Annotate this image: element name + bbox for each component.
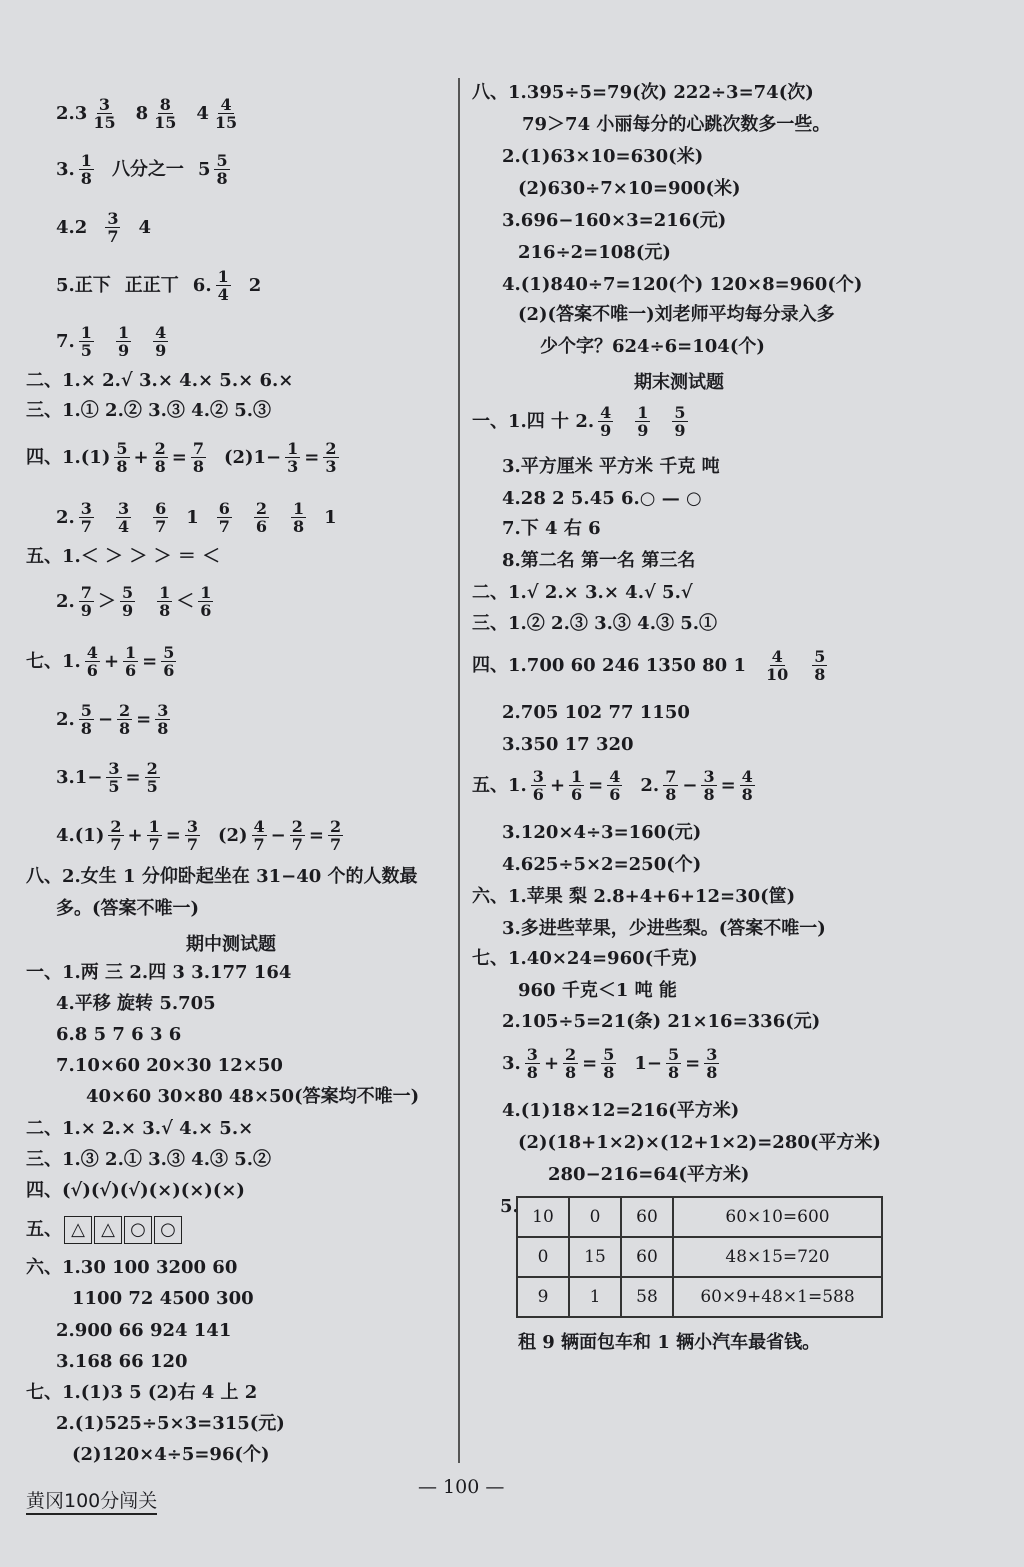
fraction: $\frac{5}{8}$ bbox=[603, 1045, 615, 1082]
fraction: $\frac{1}{9}$ bbox=[117, 323, 130, 360]
answer-line: 四、(√)(√)(√)(×)(×)(×) bbox=[26, 1180, 245, 1201]
fraction: $\frac{4}{10}$ bbox=[766, 647, 789, 684]
fraction: $\frac{3}{8}$ bbox=[526, 1045, 538, 1082]
fraction: $\frac{1}{8}$ bbox=[80, 151, 92, 188]
answer-line: 3.168 66 120 bbox=[56, 1351, 188, 1372]
table-cell: 60 bbox=[621, 1237, 673, 1277]
table-cell: 60×10=600 bbox=[673, 1197, 882, 1237]
answer-line: 4.(1)840÷7=120(个) 120×8=960(个) bbox=[502, 274, 863, 295]
fraction: $\frac{6}{7}$ bbox=[155, 499, 167, 536]
table-cell: 58 bbox=[621, 1277, 673, 1317]
table-cell: 9 bbox=[517, 1277, 569, 1317]
table-cell: 0 bbox=[517, 1237, 569, 1277]
fraction: $\frac{2}{8}$ bbox=[565, 1045, 577, 1082]
answer-line: 3.350 17 320 bbox=[502, 734, 634, 755]
fraction: $\frac{2}{5}$ bbox=[146, 759, 158, 796]
fraction: $\frac{5}{8}$ bbox=[216, 151, 228, 188]
fraction: $\frac{4}{15}$ bbox=[214, 95, 238, 132]
fraction: $\frac{3}{8}$ bbox=[157, 701, 169, 738]
fraction: $\frac{7}{9}$ bbox=[80, 583, 92, 620]
answer-line: 七、1.(1)3 5 (2)右 4 上 2 bbox=[26, 1382, 258, 1403]
answer-line: 4.(1) $\frac{2}{7}$ + $\frac{1}{7}$ = $\frac{3}{7}$ (2) $\frac{4}{7}$ − $\frac{2}{7}$ = $\frac{2}{7}$ bbox=[56, 817, 342, 854]
fraction: $\frac{1}{6}$ bbox=[571, 767, 583, 804]
answer-line: 一、1.四 十 2. $\frac{4}{9}$ $\frac{1}{9}$ $\frac{5}{9}$ bbox=[472, 403, 686, 440]
fraction: $\frac{5}{9}$ bbox=[674, 403, 686, 440]
fraction: $\frac{3}{15}$ bbox=[93, 95, 116, 132]
answer-line: 40×60 30×80 48×50(答案均不唯一) bbox=[86, 1086, 420, 1107]
fraction: $\frac{2}{7}$ bbox=[291, 817, 303, 854]
answer-line: (2)(18+1×2)×(12+1×2)=280(平方米) bbox=[518, 1132, 881, 1153]
answer-line: 六、1.30 100 3200 60 bbox=[26, 1257, 238, 1278]
fraction: $\frac{1}{6}$ bbox=[200, 583, 212, 620]
answer-line: 2. $\frac{5}{8}$ − $\frac{2}{8}$ = $\frac{3}{8}$ bbox=[56, 701, 169, 738]
fraction: $\frac{2}{8}$ bbox=[154, 439, 166, 476]
answer-line: 3.1− $\frac{3}{5}$ = $\frac{2}{5}$ bbox=[56, 759, 158, 796]
fraction: $\frac{2}{8}$ bbox=[119, 701, 131, 738]
answer-line: (2)120×4÷5=96(个) bbox=[72, 1444, 270, 1465]
answer-line-shapes: 五、 △ △ ○ ○ bbox=[26, 1216, 184, 1244]
answer-line: 8.第二名 第一名 第三名 bbox=[502, 550, 696, 571]
answer-line: 3. $\frac{3}{8}$ + $\frac{2}{8}$ = $\frac{5}{8}$ 1− $\frac{5}{8}$ = $\frac{3}{8}$ bbox=[502, 1045, 718, 1082]
fraction: $\frac{3}{5}$ bbox=[108, 759, 120, 796]
fraction: $\frac{5}{8}$ bbox=[116, 439, 128, 476]
table-cell: 1 bbox=[569, 1277, 621, 1317]
fraction: $\frac{1}{6}$ bbox=[125, 643, 137, 680]
answer-line: (2)630÷7×10=900(米) bbox=[518, 178, 741, 199]
fraction: $\frac{1}{4}$ bbox=[217, 267, 229, 304]
circle-box: ○ bbox=[124, 1216, 152, 1244]
answer-line: 5.正下 正正丅 6. $\frac{1}{4}$ 2 bbox=[56, 267, 262, 304]
book-title: 黄冈100分闯关 bbox=[26, 1486, 157, 1515]
answer-line: 2. $\frac{3}{7}$ $\frac{3}{4}$ $\frac{6}{7}$ 1 $\frac{6}{7}$ $\frac{2}{6}$ $\frac{1}{8}$ 1 bbox=[56, 499, 337, 536]
fraction: $\frac{3}{6}$ bbox=[532, 767, 544, 804]
answer-line: 二、1.√ 2.× 3.× 4.√ 5.√ bbox=[472, 582, 693, 603]
fraction: $\frac{5}{8}$ bbox=[80, 701, 92, 738]
answer-line: 2. $\frac{7}{9}$ ＞ $\frac{5}{9}$ $\frac{1}{8}$ ＜ $\frac{1}{6}$ bbox=[56, 583, 212, 620]
answer-line: 三、1.③ 2.① 3.③ 4.③ 5.② bbox=[26, 1149, 272, 1170]
fraction: $\frac{1}{7}$ bbox=[148, 817, 160, 854]
answer-line: 2.3 $\frac{3}{15}$ 8 $\frac{8}{15}$ 4 $\frac{4}{15}$ bbox=[56, 95, 238, 132]
answer-line: 五、1. $\frac{3}{6}$ + $\frac{1}{6}$ = $\frac{4}{6}$ 2. $\frac{7}{8}$ − $\frac{3}{8}$ = $\frac{4}{8}$ bbox=[472, 767, 753, 804]
table-cell: 60 bbox=[621, 1197, 673, 1237]
table-label: 5. bbox=[500, 1196, 519, 1217]
section-heading-midterm: 期中测试题 bbox=[186, 934, 276, 955]
answer-table bbox=[516, 1196, 883, 1318]
triangle-box: △ bbox=[64, 1216, 92, 1244]
answer-line: 三、1.② 2.③ 3.③ 4.③ 5.① bbox=[472, 613, 718, 634]
section-heading-final: 期末测试题 bbox=[634, 372, 724, 393]
table-row bbox=[517, 1277, 882, 1317]
answer-line: 八、1.395÷5=79(次) 222÷3=74(次) bbox=[472, 82, 814, 103]
answer-line: 五、1.＜ ＞ ＞ ＞ ＝ ＜ bbox=[26, 546, 221, 567]
fraction: $\frac{2}{3}$ bbox=[325, 439, 337, 476]
page-number: — 100 — bbox=[418, 1476, 505, 1498]
table-cell: 15 bbox=[569, 1237, 621, 1277]
circle-box: ○ bbox=[154, 1216, 182, 1244]
triangle-box: △ bbox=[94, 1216, 122, 1244]
answer-line: 2.(1)525÷5×3=315(元) bbox=[56, 1413, 285, 1434]
answer-line: 7.下 4 右 6 bbox=[502, 518, 601, 539]
answer-line: 七、1.40×24=960(千克) bbox=[472, 948, 698, 969]
answer-line: 3. $\frac{1}{8}$ 八分之一 5 $\frac{5}{8}$ bbox=[56, 151, 228, 188]
fraction: $\frac{4}{9}$ bbox=[155, 323, 167, 360]
answer-line: (2)(答案不唯一)刘老师平均每分录入多 bbox=[518, 304, 835, 325]
fraction: $\frac{4}{9}$ bbox=[600, 403, 612, 440]
column-divider bbox=[458, 78, 460, 1463]
fraction: $\frac{8}{15}$ bbox=[154, 95, 177, 132]
fraction: $\frac{4}{6}$ bbox=[86, 643, 98, 680]
fraction: $\frac{2}{7}$ bbox=[110, 817, 122, 854]
fraction: $\frac{1}{5}$ bbox=[80, 323, 92, 360]
fraction: $\frac{3}{7}$ bbox=[186, 817, 198, 854]
fraction: $\frac{6}{7}$ bbox=[218, 499, 230, 536]
fraction: $\frac{3}{4}$ bbox=[117, 499, 130, 536]
table-cell: 48×15=720 bbox=[673, 1237, 882, 1277]
answer-line: 960 千克＜1 吨 能 bbox=[518, 980, 677, 1001]
answer-line: 7. $\frac{1}{5}$ $\frac{1}{9}$ $\frac{4}{9}$ bbox=[56, 323, 167, 360]
answer-line: 2.900 66 924 141 bbox=[56, 1320, 232, 1341]
answer-line: 4.平移 旋转 5.705 bbox=[56, 993, 216, 1014]
table-cell: 60×9+48×1=588 bbox=[673, 1277, 882, 1317]
fraction: $\frac{2}{7}$ bbox=[330, 817, 342, 854]
answer-line: 4.2 $\frac{3}{7}$ 4 bbox=[56, 209, 151, 246]
answer-line: 二、1.× 2.× 3.√ 4.× 5.× bbox=[26, 1118, 254, 1139]
answer-line: 4.(1)18×12=216(平方米) bbox=[502, 1100, 740, 1121]
answer-line: 6.8 5 7 6 3 6 bbox=[56, 1024, 182, 1045]
fraction: $\frac{5}{9}$ bbox=[121, 583, 134, 620]
answer-line: 3.多进些苹果，少进些梨。(答案不唯一) bbox=[502, 918, 826, 939]
answer-line: 三、1.① 2.② 3.③ 4.② 5.③ bbox=[26, 400, 272, 421]
answer-line: 2.(1)63×10=630(米) bbox=[502, 146, 704, 167]
fraction: $\frac{4}{7}$ bbox=[253, 817, 265, 854]
fraction: $\frac{3}{8}$ bbox=[706, 1045, 718, 1082]
answer-line: 3.120×4÷3=160(元) bbox=[502, 822, 702, 843]
fraction: $\frac{7}{8}$ bbox=[665, 767, 677, 804]
answer-line: 四、1.(1) $\frac{5}{8}$ + $\frac{2}{8}$ = $\frac{7}{8}$ (2)1− $\frac{1}{3}$ = $\frac{2}{3}$ bbox=[26, 439, 337, 476]
table-row bbox=[517, 1197, 882, 1237]
answer-line: 二、1.× 2.√ 3.× 4.× 5.× 6.× bbox=[26, 370, 294, 391]
fraction: $\frac{3}{7}$ bbox=[80, 499, 92, 536]
answer-line: 4.28 2 5.45 6.○ — ○ bbox=[502, 488, 702, 509]
fraction: $\frac{1}{8}$ bbox=[293, 499, 305, 536]
fraction: $\frac{5}{8}$ bbox=[814, 647, 826, 684]
answer-line: 3.696−160×3=216(元) bbox=[502, 210, 727, 231]
answer-line: 280−216=64(平方米) bbox=[548, 1164, 750, 1185]
fraction: $\frac{1}{8}$ bbox=[159, 583, 171, 620]
answer-line: 7.10×60 20×30 12×50 bbox=[56, 1055, 283, 1076]
fraction: $\frac{4}{6}$ bbox=[609, 767, 621, 804]
answer-line: 79＞74 小丽每分的心跳次数多一些。 bbox=[522, 114, 831, 135]
fraction: $\frac{5}{8}$ bbox=[668, 1045, 680, 1082]
answer-line: 1100 72 4500 300 bbox=[72, 1288, 254, 1309]
answer-line: 2.705 102 77 1150 bbox=[502, 702, 690, 723]
answer-line: 一、1.两 三 2.四 3 3.177 164 bbox=[26, 962, 292, 983]
fraction: $\frac{3}{7}$ bbox=[107, 209, 119, 246]
fraction: $\frac{1}{3}$ bbox=[287, 439, 299, 476]
fraction: $\frac{7}{8}$ bbox=[192, 439, 204, 476]
fraction: $\frac{3}{8}$ bbox=[703, 767, 715, 804]
table-cell: 0 bbox=[569, 1197, 621, 1237]
answer-line: 八、2.女生 1 分仰卧起坐在 31−40 个的人数最 bbox=[26, 866, 418, 887]
answer-line: 租 9 辆面包车和 1 辆小汽车最省钱。 bbox=[518, 1332, 821, 1353]
answer-line: 七、1. $\frac{4}{6}$ + $\frac{1}{6}$ = $\frac{5}{6}$ bbox=[26, 643, 175, 680]
table-cell: 10 bbox=[517, 1197, 569, 1237]
answer-line: 216÷2=108(元) bbox=[518, 242, 671, 263]
answer-line: 2.105÷5=21(条) 21×16=336(元) bbox=[502, 1011, 821, 1032]
fraction: $\frac{4}{8}$ bbox=[741, 767, 753, 804]
answer-line: 多。(答案不唯一) bbox=[56, 898, 200, 919]
table-row bbox=[517, 1237, 882, 1277]
fraction: $\frac{5}{6}$ bbox=[163, 643, 175, 680]
answer-line: 4.625÷5×2=250(个) bbox=[502, 854, 702, 875]
answer-line: 少个字？624÷6=104(个) bbox=[540, 336, 765, 357]
answer-line: 3.平方厘米 平方米 千克 吨 bbox=[502, 456, 720, 477]
fraction: $\frac{2}{6}$ bbox=[255, 499, 268, 536]
answer-line: 四、1.700 60 246 1350 80 1 $\frac{4}{10}$ $\frac{5}{8}$ bbox=[472, 647, 826, 684]
fraction: $\frac{1}{9}$ bbox=[637, 403, 649, 440]
answer-line: 六、1.苹果 梨 2.8+4+6+12=30(筐) bbox=[472, 886, 796, 907]
